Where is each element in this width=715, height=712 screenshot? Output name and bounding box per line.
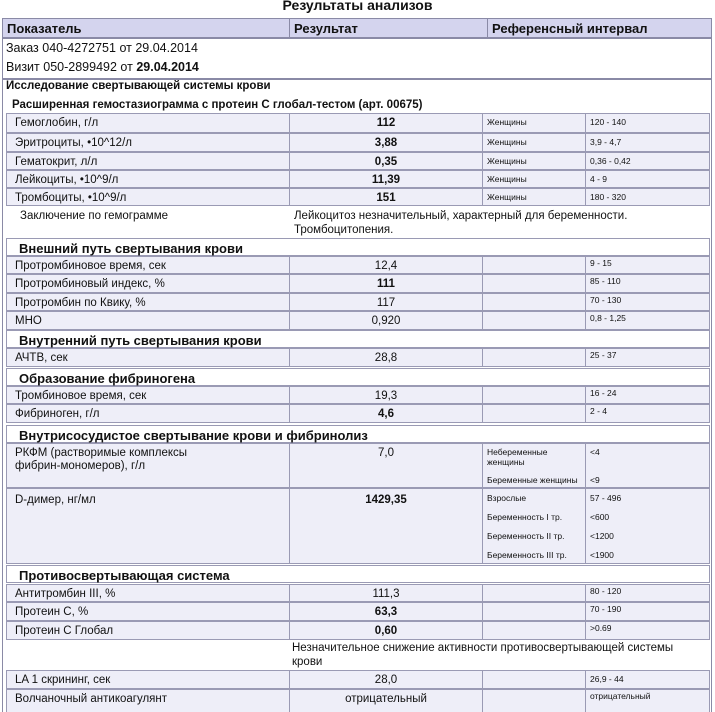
result-value: 112: [376, 117, 396, 129]
ref-range: отрицательный: [590, 691, 651, 701]
visit-line: [6, 60, 199, 74]
indicator-name: Эритроциты, •10^12/л: [15, 137, 132, 149]
ref-range: 120 - 140: [590, 117, 626, 127]
result-value: 4,6: [378, 408, 394, 420]
ref-group: Женщины: [487, 117, 527, 127]
ref-group: Небеременные: [487, 447, 548, 457]
order-label: Заказ: [6, 41, 39, 55]
page-title: Результаты анализов: [282, 0, 433, 13]
result-value: 11,39: [371, 174, 401, 186]
header-indicator: Показатель: [7, 21, 82, 36]
indicator-name: LA 1 скрининг, сек: [15, 674, 111, 686]
section-title: Внутренний путь свертывания крови: [19, 333, 262, 348]
result-value: 111: [377, 278, 395, 290]
ref-range: 16 - 24: [590, 388, 617, 398]
ref-group: Женщины: [487, 192, 527, 202]
section-title: Образование фибриногена: [19, 371, 196, 386]
ref-range: 70 - 130: [590, 295, 622, 305]
result-value: 28,8: [374, 352, 398, 364]
result-value: 28,0: [374, 674, 398, 686]
table-row: [6, 188, 710, 206]
conclusion-label: Заключение по гемограмме: [20, 210, 168, 222]
ref-range: 180 - 320: [590, 192, 626, 202]
ref-range: 85 - 110: [590, 276, 621, 286]
ref-group: Беременность I тр.: [487, 512, 563, 522]
table-row: [6, 621, 710, 640]
indicator-name-line-2: фибрин-мономеров), г/л: [15, 460, 146, 472]
ref-range: <1900: [590, 550, 614, 560]
table-row: [6, 404, 710, 423]
visit-label: Визит: [6, 60, 40, 74]
ref-range: 2 - 4: [590, 406, 608, 416]
conclusion-line-1: Лейкоцитоз незначительный, характерный для беременности.: [294, 210, 628, 222]
result-value: 63,3: [374, 606, 398, 618]
ref-range: 3,9 - 4,7: [590, 137, 622, 147]
indicator-name: Протромбин по Квику, %: [15, 297, 146, 309]
ref-range: 70 - 190: [590, 604, 622, 614]
table-row: [6, 311, 710, 330]
table-row: [6, 584, 710, 602]
ref-range: 0,36 - 0,42: [590, 156, 631, 166]
indicator-name: Тромбоциты, •10^9/л: [15, 192, 127, 204]
table-row: [6, 602, 710, 621]
table-row: [6, 293, 710, 311]
table-row-rfmk: [6, 443, 710, 488]
indicator-name: Гемоглобин, г/л: [15, 117, 99, 129]
header-reference: Референсный интервал: [487, 19, 711, 37]
table-row: [6, 152, 710, 170]
ref-group: Женщины: [487, 137, 527, 147]
indicator-name: D-димер, нг/мл: [15, 494, 96, 506]
order-date: 29.04.2014: [135, 41, 198, 55]
ref-range: <4: [590, 447, 600, 457]
visit-date: 29.04.2014: [136, 60, 199, 74]
table-row: [6, 348, 710, 367]
result-value: 0,920: [371, 315, 401, 327]
order-from: от: [119, 41, 132, 55]
ref-range: <9: [590, 475, 600, 485]
ref-range: <1200: [590, 531, 614, 541]
table-row: [6, 670, 710, 689]
table-row: [6, 113, 710, 133]
result-value: 1429,35: [365, 494, 407, 506]
ref-range: 80 - 120: [590, 586, 622, 596]
order-number: 040-4272751: [42, 41, 116, 55]
study-title: Исследование свертывающей системы крови: [6, 80, 271, 92]
result-value: 3,88: [374, 137, 398, 149]
result-value: 151: [376, 192, 396, 204]
visit-from: от: [120, 60, 133, 74]
indicator-name: Тромбиновое время, сек: [15, 390, 147, 402]
ref-group-line-2: женщины: [487, 457, 525, 467]
table-row: [6, 689, 710, 712]
section-header-fibrinogen: [6, 368, 710, 386]
indicator-name: Протеин С Глобал: [15, 625, 114, 637]
header-result: Результат: [289, 19, 487, 37]
section-title: Внешний путь свертывания крови: [19, 241, 243, 256]
ref-range: 4 - 9: [590, 174, 608, 184]
section-header-intravascular: [6, 425, 710, 443]
indicator-name: Антитромбин III, %: [15, 588, 116, 600]
ref-group: Женщины: [487, 174, 527, 184]
table-row-ddimer: [6, 488, 710, 564]
ref-group: Беременность III тр.: [487, 550, 567, 560]
table-row: [6, 133, 710, 152]
ref-group: Беременные женщины: [487, 475, 578, 485]
section-header-anticoag: [6, 565, 710, 583]
ref-range: 26,9 - 44: [590, 674, 624, 684]
result-value: отрицательный: [345, 693, 427, 705]
section-title: Противосвертывающая система: [19, 568, 230, 583]
ref-range: 0,8 - 1,25: [590, 313, 626, 323]
result-value: 0,60: [374, 625, 398, 637]
indicator-name-line-1: РКФМ (растворимые комплексы: [15, 447, 188, 459]
table-header: [2, 18, 712, 38]
indicator-name: Протромбиновый индекс, %: [15, 278, 165, 290]
table-row: [6, 256, 710, 274]
section-header-external: [6, 238, 710, 256]
section-header-internal: [6, 330, 710, 348]
result-value: 0,35: [374, 156, 398, 168]
indicator-name: МНО: [15, 315, 42, 327]
conclusion-line-2: Тромбоцитопения.: [294, 224, 394, 236]
ref-group: Взрослые: [487, 493, 527, 503]
ref-group: Женщины: [487, 156, 527, 166]
anticoag-note-line-1: Незначительное снижение активности противосвертывающей системы: [292, 642, 674, 654]
ref-group: Беременность II тр.: [487, 531, 565, 541]
ref-range: >0.69: [590, 623, 612, 633]
ref-range: 57 - 496: [590, 493, 622, 503]
section-title: Внутрисосудистое свертывание крови и фибринолиз: [19, 428, 368, 443]
anticoag-note-line-2: крови: [292, 656, 323, 668]
table-row: [6, 386, 710, 404]
ref-range: 25 - 37: [590, 350, 617, 360]
indicator-name: Протеин С, %: [15, 606, 89, 618]
indicator-name: Лейкоциты, •10^9/л: [15, 174, 119, 186]
indicator-name: Протромбиновое время, сек: [15, 260, 166, 272]
order-line: [6, 41, 198, 55]
table-row: [6, 170, 710, 188]
indicator-name: Гематокрит, л/л: [15, 156, 98, 168]
indicator-name: АЧТВ, сек: [15, 352, 68, 364]
result-value: 19,3: [374, 390, 398, 402]
ref-range: 9 - 15: [590, 258, 612, 268]
table-row: [6, 274, 710, 293]
visit-number: 050-2899492: [43, 60, 117, 74]
ref-range: <600: [590, 512, 610, 522]
panel-title: Расширенная гемостазиограмма с протеин С глобал-тестом (арт. 00675): [12, 99, 423, 111]
result-value: 12,4: [374, 260, 398, 272]
indicator-name: Волчаночный антикоагулянт: [15, 693, 168, 705]
indicator-name: Фибриноген, г/л: [15, 408, 100, 420]
result-value: 111,3: [372, 588, 400, 600]
result-value: 7,0: [378, 447, 394, 459]
result-value: 117: [376, 297, 396, 309]
